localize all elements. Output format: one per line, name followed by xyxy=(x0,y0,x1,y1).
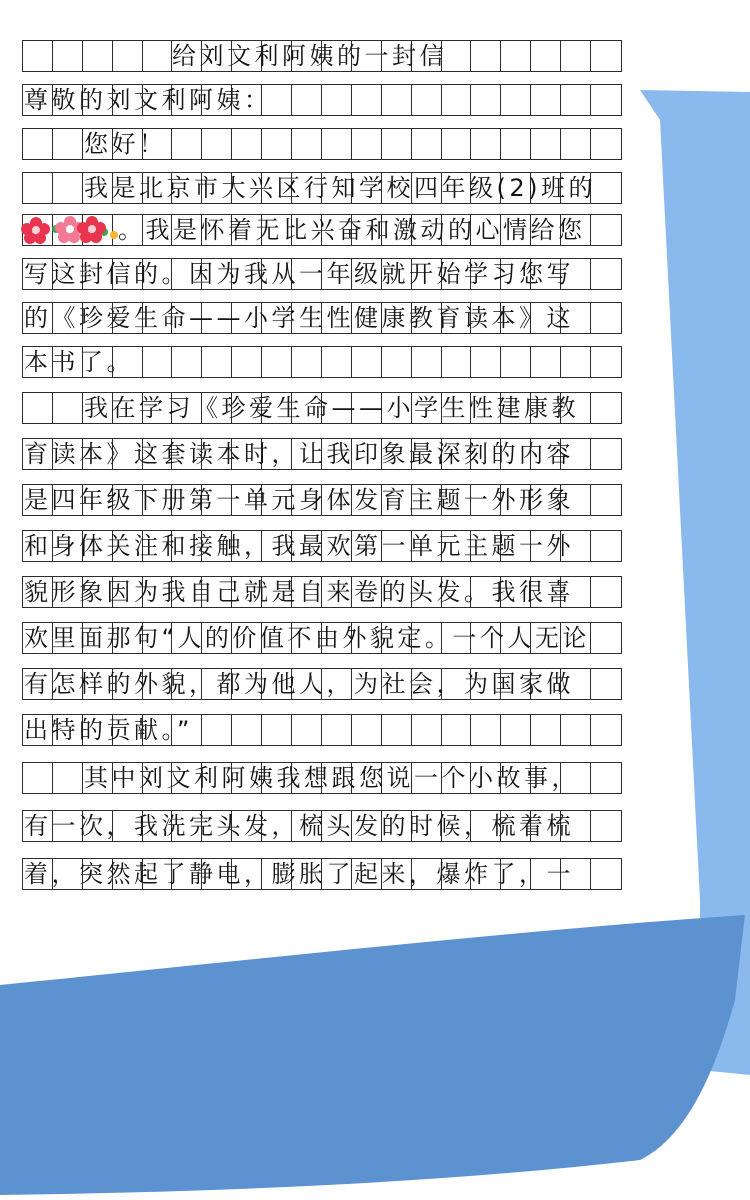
body-line: 出特的贡献。” xyxy=(24,716,193,744)
line-row xyxy=(22,810,622,842)
letter-title: 给刘文利阿姨的一封信 xyxy=(172,42,447,70)
body-line: 育读本》这套读本时，让我印象最深刻的内容 xyxy=(24,440,574,468)
body-line: 我在学习《珍爱生命——小学生性建康教 xyxy=(84,394,579,422)
body-line: 貌形象因为我自己就是自来卷的头发。我很喜 xyxy=(24,578,574,606)
line-row xyxy=(22,622,622,654)
flower-sticker-graphic xyxy=(20,212,128,246)
line-row xyxy=(22,172,622,204)
line-row xyxy=(22,576,622,608)
body-line: 其中刘文利阿姨我想跟您说一个小故事， xyxy=(84,764,579,792)
salutation: 尊敬的刘文利阿姨： xyxy=(24,86,272,114)
body-line: 着，突然起了静电，膨胀了起来，爆炸了，一 xyxy=(24,860,574,888)
line-row xyxy=(22,668,622,700)
body-line: 的《珍爱生命——小学生性健康教育读本》这 xyxy=(24,304,574,332)
line-row xyxy=(22,346,622,378)
line-row xyxy=(22,128,622,160)
line-row xyxy=(22,858,622,890)
body-line: 写这封信的。因为我从一年级就开始学习您写 xyxy=(24,260,574,288)
line-row xyxy=(22,302,622,334)
line-row xyxy=(22,258,622,290)
line-row xyxy=(22,392,622,424)
line-row xyxy=(22,714,622,746)
line-row xyxy=(22,530,622,562)
line-row xyxy=(22,484,622,516)
title-row xyxy=(22,40,622,72)
greeting: 您好！ xyxy=(84,130,167,158)
body-line: 。我是怀着无比兴奋和激动的心情给您 xyxy=(118,216,586,244)
body-line: 和身体关注和接触，我最欢第一单元主题一外 xyxy=(24,532,574,560)
line-row xyxy=(22,84,622,116)
line-row xyxy=(22,762,622,794)
body-line: 我是北京市大兴区行知学校四年级(2)班的 xyxy=(84,174,596,202)
body-line: 欢里面那句“人的价值不由外貌定。一个人无论 xyxy=(24,624,590,652)
body-line: 是四年级下册第一单元身体发育主题一外形象 xyxy=(24,486,574,514)
body-line: 有怎样的外貌，都为他人，为社会，为国家做 xyxy=(24,670,574,698)
body-line: 有一次，我洗完头发，梳头发的时候，梳着梳 xyxy=(24,812,574,840)
body-line: 本书了。 xyxy=(24,348,134,376)
flower-sticker-icon xyxy=(20,212,128,246)
line-row xyxy=(22,438,622,470)
